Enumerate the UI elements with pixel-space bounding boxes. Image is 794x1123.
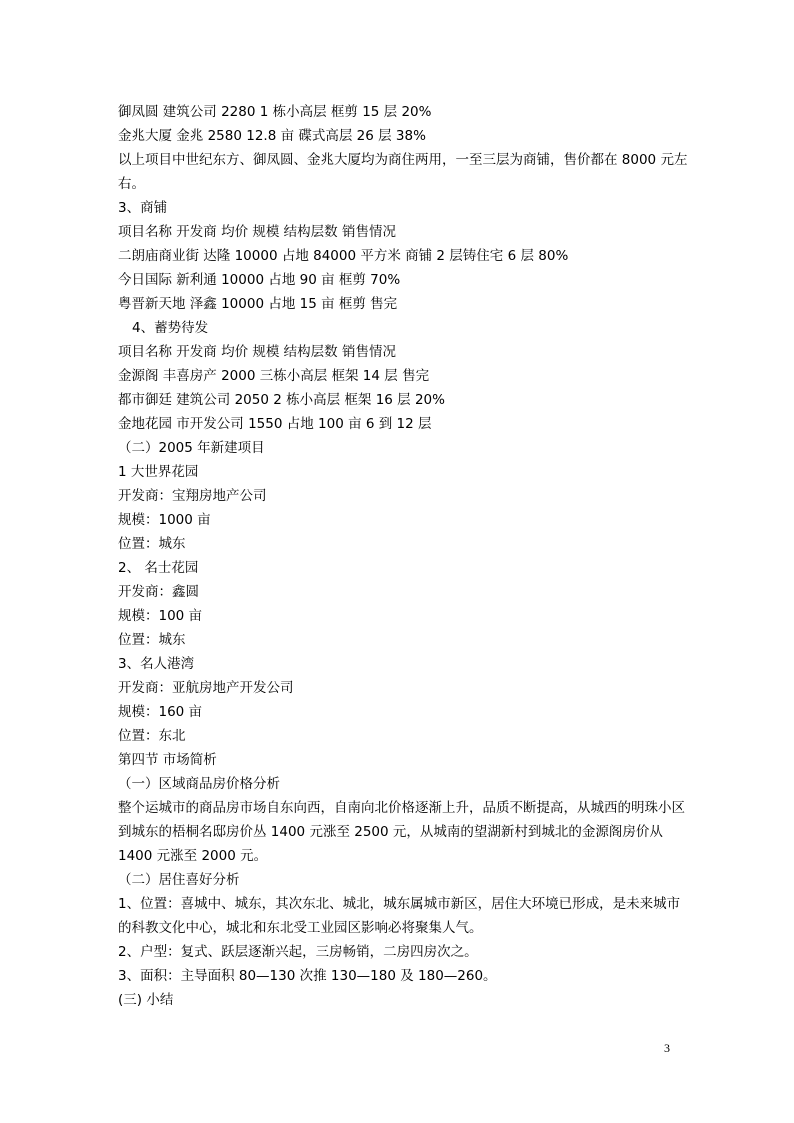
text-paragraph-price-analysis: 整个运城市的商品房市场自东向西，自南向北价格逐渐上升，品质不断提高，从城西的明珠小区到城东的梧桐名邸房价丛 1400 元涨至 2500 元，从城南的望湖新村到城北的金源阁房价从 1400 元涨至 2000 元。 — [118, 800, 685, 864]
text-line-project-dushiyuting: 都市御廷 建筑公司 2050 2 栋小高层 框架 16 层 20% — [118, 392, 445, 408]
section-heading-preference-analysis: （二）居住喜好分析 — [118, 872, 240, 888]
text-paragraph-mixed-use-note: 以上项目中世纪东方、御凤圆、金兆大厦均为商住两用，一至三层为商铺，售价都在 8000 元左右。 — [118, 152, 688, 192]
section-heading-price-analysis: （一）区域商品房价格分析 — [118, 776, 280, 792]
text-line-project-jinzhao: 金兆大厦 金兆 2580 12.8 亩 碟式高层 26 层 38% — [118, 128, 426, 144]
item-location: 位置：东北 — [118, 728, 186, 744]
text-line-project-yuejin: 粤晋新天地 泽鑫 10000 占地 15 亩 框剪 售完 — [118, 296, 398, 312]
item-title-dashijie: 1 大世界花园 — [118, 464, 199, 480]
item-title-mingshi: 2、 名士花园 — [118, 560, 199, 576]
section-heading-summary: (三) 小结 — [118, 992, 174, 1008]
item-scale: 规模：1000 亩 — [118, 512, 211, 528]
page-number: 3 — [664, 1041, 670, 1055]
item-scale: 规模：160 亩 — [118, 704, 203, 720]
text-paragraph-location-preference: 1、位置：喜城中、城东，其次东北、城北，城东属城市新区，居住大环境已形成，是未来城市的科教文化中心，城北和东北受工业园区影响必将聚集人气。 — [118, 896, 681, 936]
table-header-upcoming: 项目名称 开发商 均价 规模 结构层数 销售情况 — [118, 344, 396, 360]
section-heading-2005-projects: （二）2005 年新建项目 — [118, 440, 265, 456]
section-heading-upcoming: 4、蓄势待发 — [132, 320, 209, 336]
item-title-mingren: 3、名人港湾 — [118, 656, 195, 672]
text-line-project-jindi: 金地花园 市开发公司 1550 占地 100 亩 6 到 12 层 — [118, 416, 432, 432]
text-line-project-jinyuange: 金源阁 丰喜房产 2000 三栋小高层 框架 14 层 售完 — [118, 368, 430, 384]
text-line-unit-type: 2、户型：复式、跃层逐渐兴起，三房畅销，二房四房次之。 — [118, 944, 478, 960]
text-line-project-yufengyuan: 御凤圆 建筑公司 2280 1 栋小高层 框剪 15 层 20% — [118, 104, 432, 120]
text-line-project-erlangmiao: 二朗庙商业街 达隆 10000 占地 84000 平方米 商铺 2 层铸住宅 6 层 80% — [118, 248, 569, 264]
text-line-area: 3、面积：主导面积 80—130 次推 130—180 及 180—260。 — [118, 968, 497, 984]
item-developer: 开发商：宝翔房地产公司 — [118, 488, 267, 504]
section-heading-shops: 3、商铺 — [118, 200, 168, 216]
item-location: 位置：城东 — [118, 632, 186, 648]
document-body — [118, 100, 688, 1012]
text-line-project-jinri: 今日国际 新利通 10000 占地 90 亩 框剪 70% — [118, 272, 401, 288]
item-developer: 开发商：亚航房地产开发公司 — [118, 680, 294, 696]
item-developer: 开发商：鑫圆 — [118, 584, 199, 600]
item-location: 位置：城东 — [118, 536, 186, 552]
table-header-shops: 项目名称 开发商 均价 规模 结构层数 销售情况 — [118, 224, 396, 240]
chapter-heading-market-analysis: 第四节 市场简析 — [118, 752, 217, 768]
item-scale: 规模：100 亩 — [118, 608, 203, 624]
